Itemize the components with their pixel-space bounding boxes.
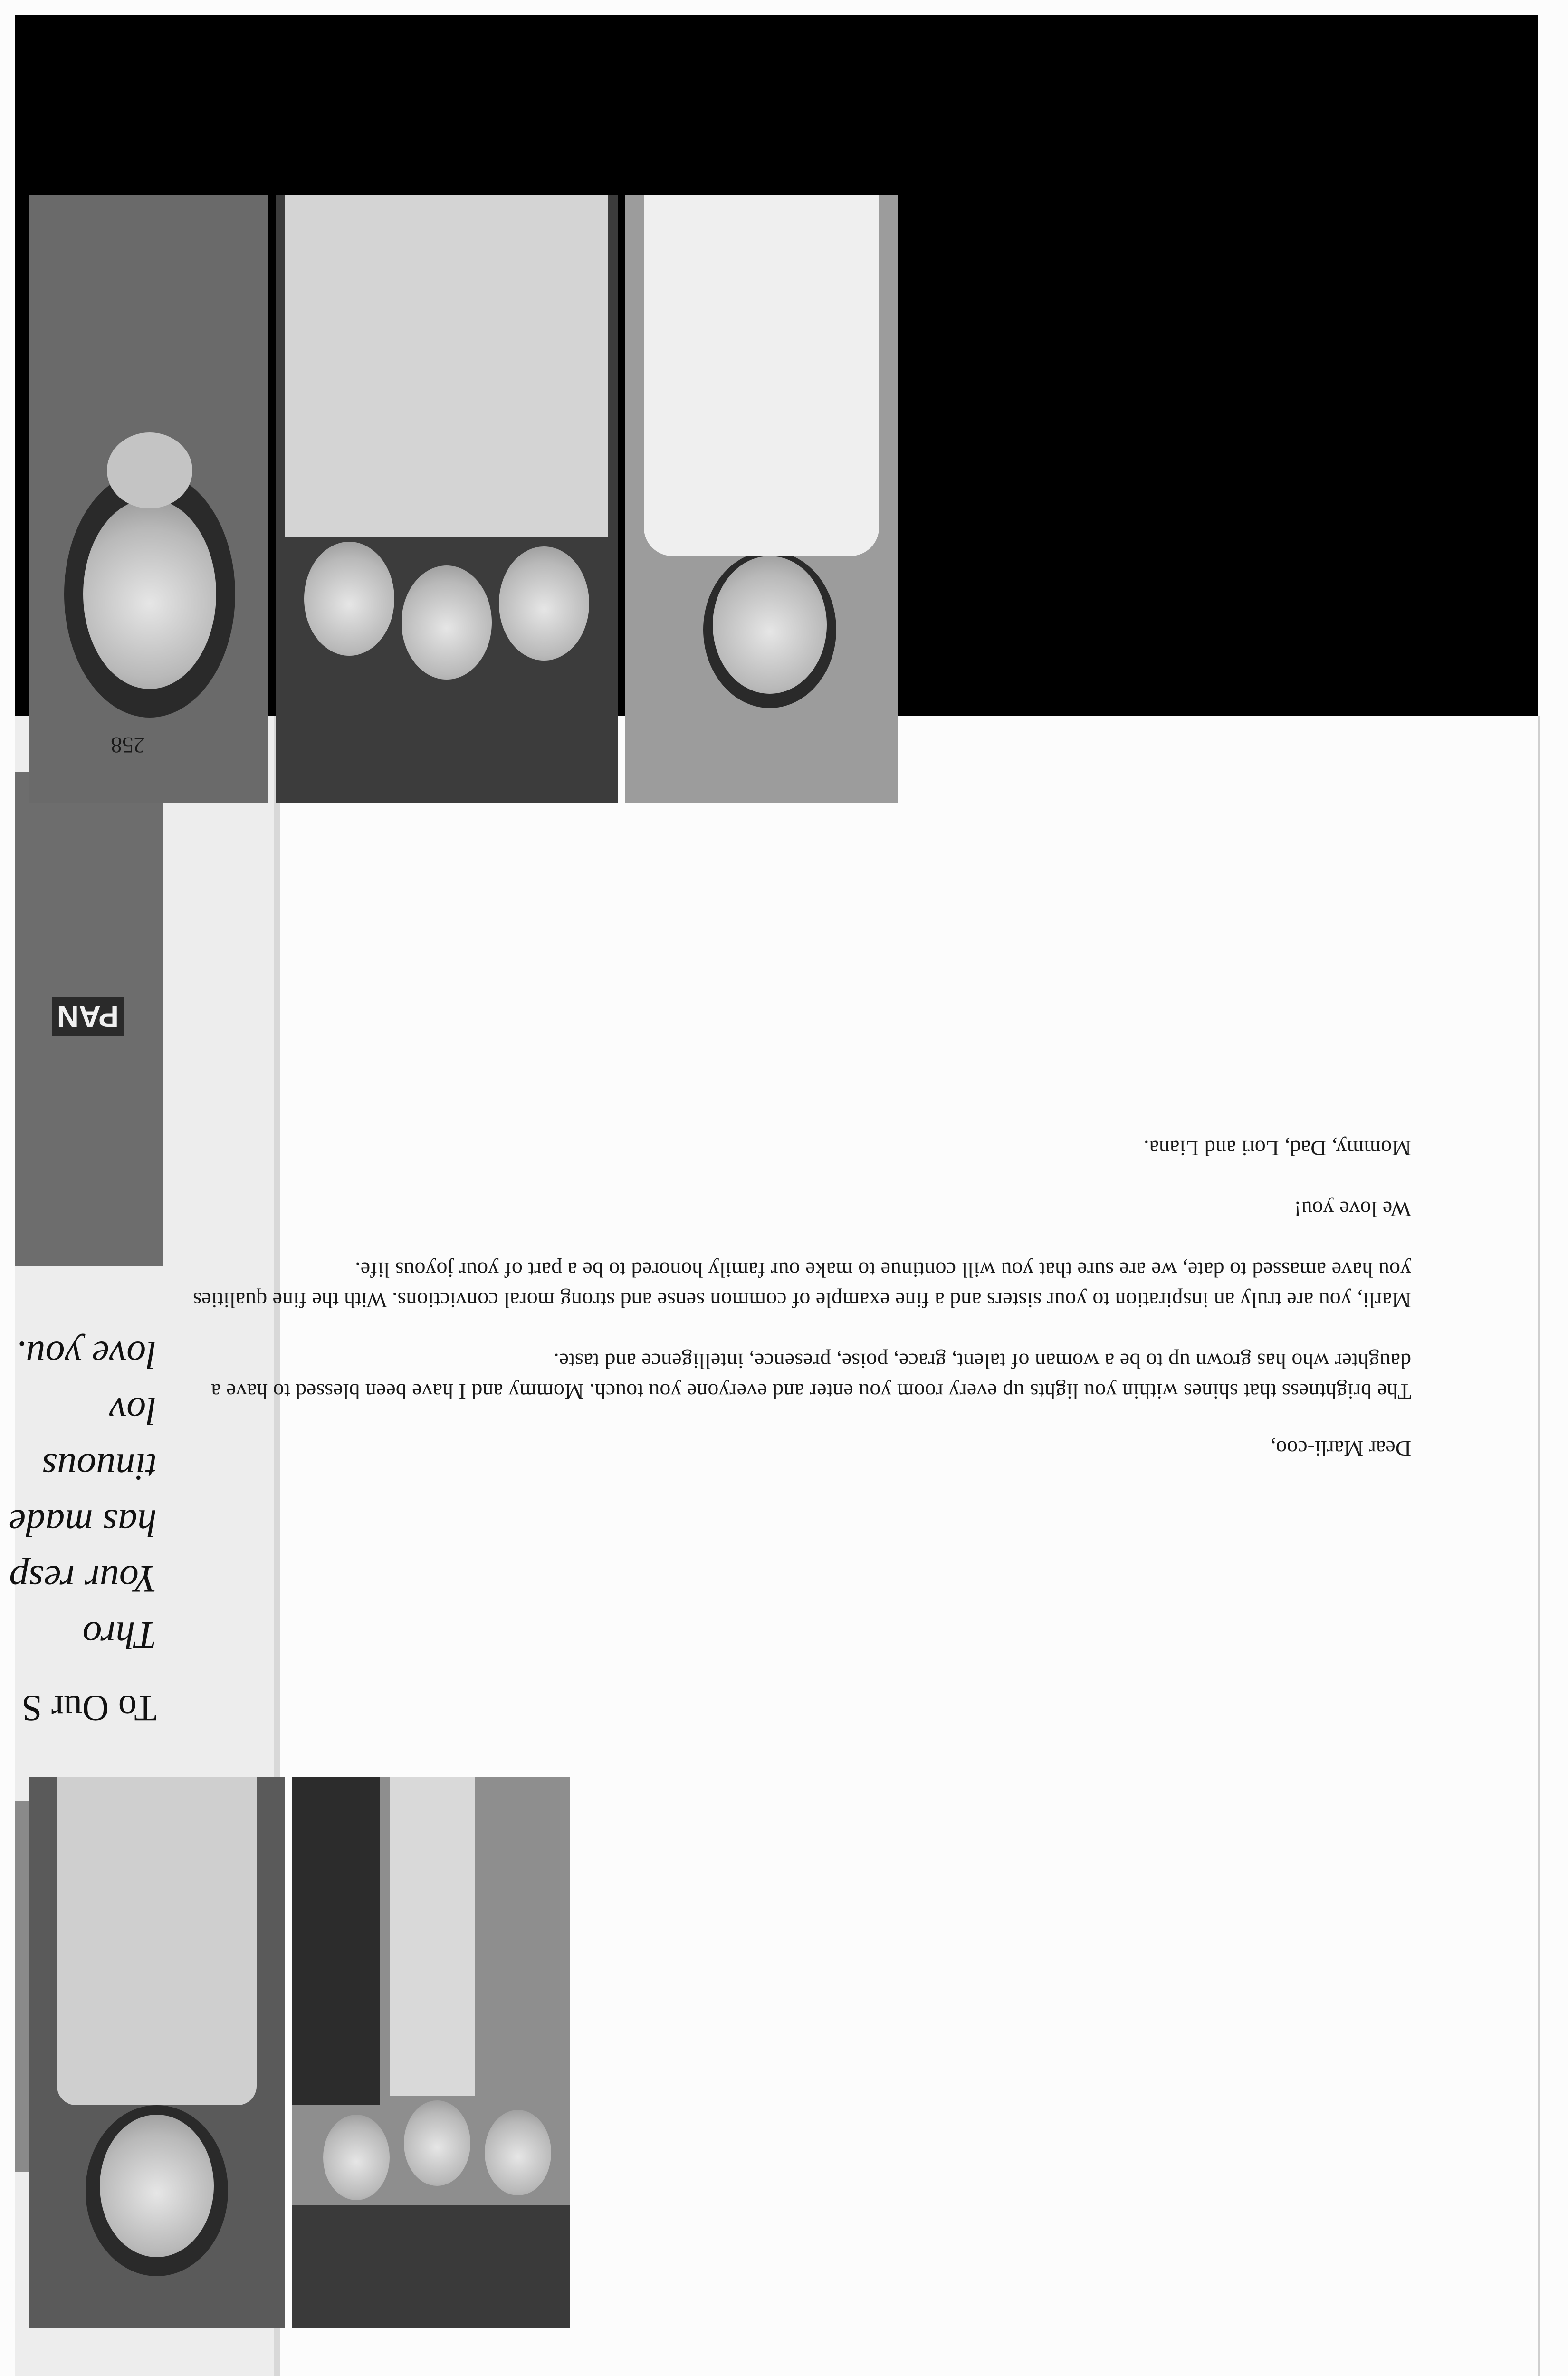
letter-greeting: Dear Marli-coo, [1270, 1437, 1411, 1461]
three-girls-pajamas-photo [276, 195, 618, 803]
jersey-text: PAN [52, 997, 124, 1036]
girl-in-white-shirt-photo [625, 195, 898, 803]
face-shape [499, 546, 589, 661]
adjacent-page-text [0, 1327, 157, 1663]
girl-close-up-photo [29, 195, 268, 803]
face-shape [323, 2115, 390, 2200]
adjacent-page-heading: To Our S [21, 1688, 157, 1729]
face-shape [485, 2110, 551, 2195]
letter-paragraph: The brightness that shines within you lights up every room you enter and everyone you touch. Mommy and I have been blessed to have a daughter who has grown up to be a woman of talent, grace, poise, presence, intelligence and taste. [211, 1349, 1411, 1404]
lace-dress-shape [57, 1777, 257, 2105]
letter-body [166, 1133, 1411, 1464]
adjacent-page-line: tinuous lov [42, 1389, 157, 1489]
hand-shape [107, 432, 192, 508]
page-number: 258 [111, 732, 145, 757]
girl-in-lace-dress-photo [29, 1777, 285, 2328]
adjacent-page-line: love you. [16, 1333, 157, 1377]
family-portrait-photo [292, 1777, 570, 2328]
face-shape [404, 2100, 470, 2186]
adjacent-page-line: Thro [82, 1614, 157, 1657]
letter-signature: Mommy, Dad, Lori and Liana. [1144, 1136, 1411, 1160]
letter-paragraph: Marli, you are truly an inspiration to your sisters and a fine example of common sense and strong moral convictions. With the fine qualities you have amassed to date, we are sure that you will continue to make our family honored to be a part of your joyous life. [193, 1258, 1411, 1313]
face-shape [304, 542, 394, 656]
blouse-shape [390, 1777, 475, 2096]
face-shape [100, 2115, 214, 2257]
adjacent-page-line: Your resp [9, 1558, 157, 1601]
pajamas-shape [285, 195, 608, 537]
suit-shape [292, 1777, 380, 2105]
face-shape [402, 565, 492, 680]
adjacent-page-line: has made [8, 1502, 157, 1545]
white-shirt-shape [644, 195, 879, 556]
face-shape [713, 556, 827, 694]
trees-background [292, 2205, 570, 2328]
letter-closing: We love you! [1294, 1197, 1411, 1221]
face-shape [83, 499, 216, 689]
